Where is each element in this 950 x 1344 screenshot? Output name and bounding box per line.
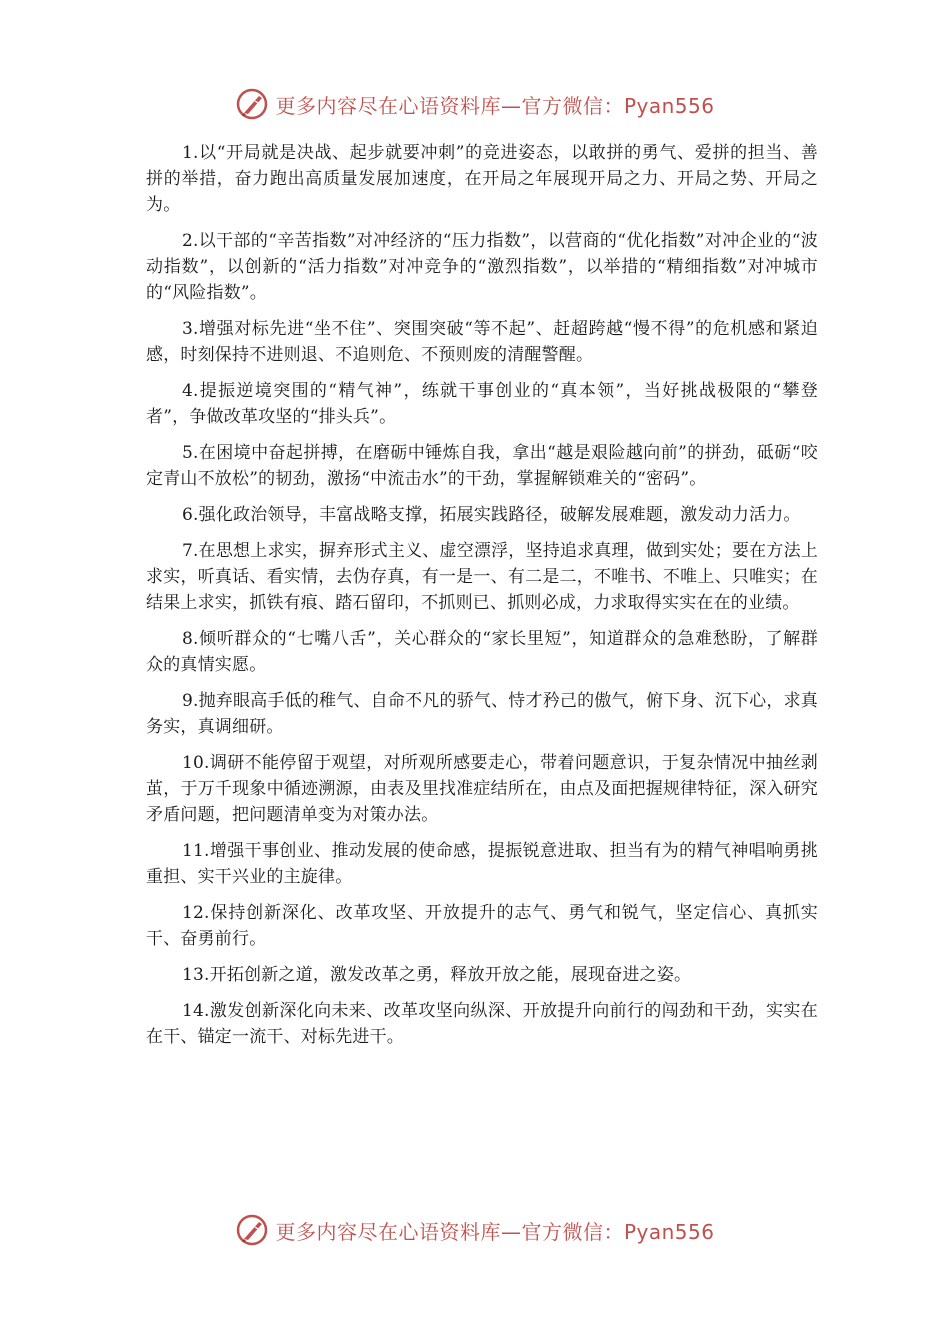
quill-pen-logo-icon [235,87,269,121]
paragraph-8: 8.倾听群众的“七嘴八舌”，关心群众的“家长里短”，知道群众的急难愁盼，了解群众的真情实愿。 [146,629,818,675]
paragraph-2: 2.以干部的“辛苦指数”对冲经济的“压力指数”，以营商的“优化指数”对冲企业的“波动指数”，以创新的“活力指数”对冲竞争的“激烈指数”，以举措的“精细指数”对冲城市的“风险指数”。 [146,231,818,303]
header-banner-inner [235,87,714,121]
paragraph-13: 13.开拓创新之道，激发改革之勇，释放开放之能，展现奋进之姿。 [182,965,692,985]
quill-pen-logo-icon [235,1213,269,1247]
paragraph-12: 12.保持创新深化、改革攻坚、开放提升的志气、勇气和锐气，坚定信心、真抓实干、奋勇前行。 [146,903,818,949]
footer-banner-inner [235,1213,714,1247]
paragraph-3: 3.增强对标先进“坐不住”、突围突破“等不起”、赶超跨越“慢不得”的危机感和紧迫感，时刻保持不进则退、不追则危、不预则废的清醒警醒。 [146,319,818,365]
header-banner-text: 更多内容尽在心语资料库—官方微信：Pyan556 [275,93,715,118]
paragraph-11: 11.增强干事创业、推动发展的使命感，提振锐意进取、担当有为的精气神唱响勇挑重担、实干兴业的主旋律。 [146,841,818,887]
header-banner [0,84,950,124]
footer-banner-text: 更多内容尽在心语资料库—官方微信：Pyan556 [275,1219,715,1244]
paragraph-14: 14.激发创新深化向未来、改革攻坚向纵深、开放提升向前行的闯劲和干劲，实实在在干、锚定一流干、对标先进干。 [146,1001,818,1047]
paragraph-6: 6.强化政治领导，丰富战略支撑，拓展实践路径，破解发展难题，激发动力活力。 [182,505,801,525]
paragraph-9: 9.抛弃眼高手低的稚气、自命不凡的骄气、恃才矜己的傲气，俯下身、沉下心，求真务实，真调细研。 [146,691,818,737]
document-body [146,140,818,1060]
paragraph-1: 1.以“开局就是决战、起步就要冲刺”的竞进姿态，以敢拼的勇气、爱拼的担当、善拼的举措，奋力跑出高质量发展加速度，在开局之年展现开局之力、开局之势、开局之为。 [146,143,818,215]
paragraph-4: 4.提振逆境突围的“精气神”，练就干事创业的“真本领”，当好挑战极限的“攀登者”，争做改革攻坚的“排头兵”。 [146,381,818,427]
paragraph-10: 10.调研不能停留于观望，对所观所感要走心，带着问题意识，于复杂情况中抽丝剥茧，于万千现象中循迹溯源，由表及里找准症结所在，由点及面把握规律特征，深入研究矛盾问题，把问题清单变为对策办法。 [146,753,818,825]
paragraph-5: 5.在困境中奋起拼搏，在磨砺中锤炼自我，拿出“越是艰险越向前”的拼劲，砥砺“咬定青山不放松”的韧劲，激扬“中流击水”的干劲，掌握解锁难关的“密码”。 [146,443,818,489]
footer-banner [0,1210,950,1250]
paragraph-7: 7.在思想上求实，摒弃形式主义、虚空漂浮，坚持追求真理，做到实处；要在方法上求实，听真话、看实情，去伪存真，有一是一、有二是二，不唯书、不唯上、只唯实；在结果上求实，抓铁有痕、踏石留印，不抓则已、抓则必成，力求取得实实在在的业绩。 [146,541,818,613]
